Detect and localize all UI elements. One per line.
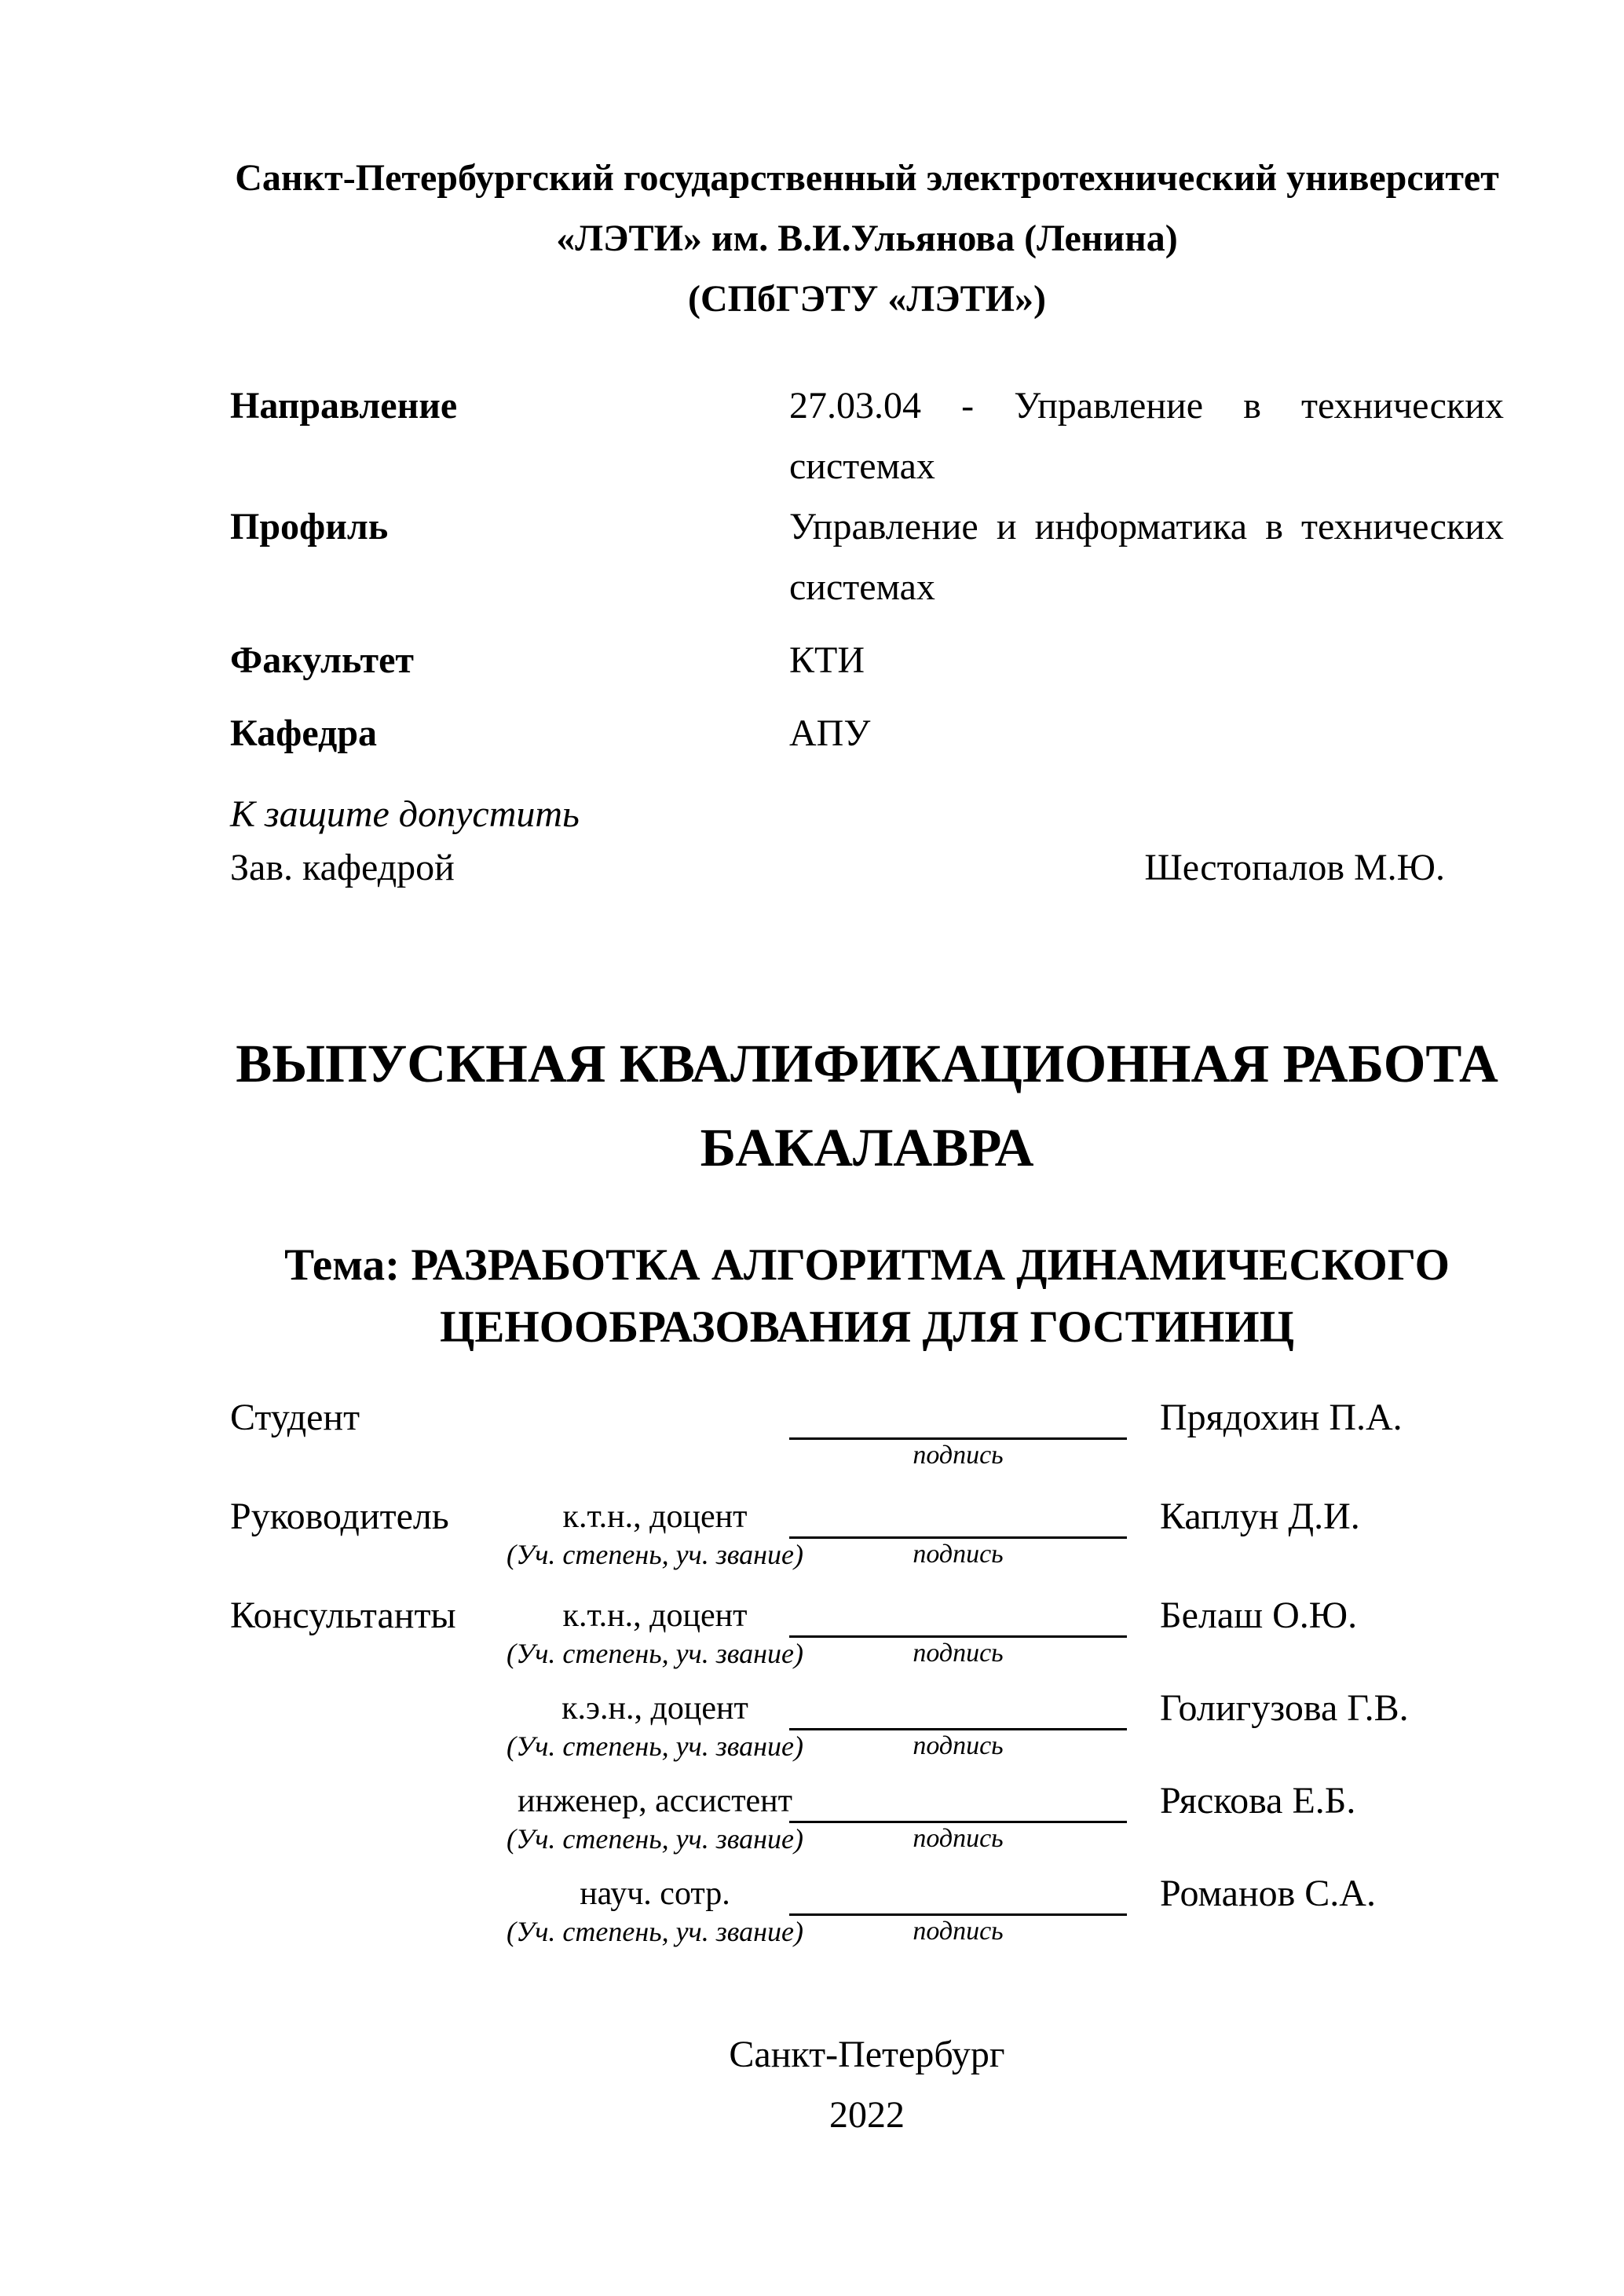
department-value: АПУ bbox=[789, 712, 871, 754]
student-name: Прядохин П.А. bbox=[1160, 1397, 1403, 1438]
degree-hint: (Уч. степень, уч. звание) bbox=[507, 1638, 803, 1669]
supervisor-rank bbox=[507, 1495, 803, 1570]
degree-hint: (Уч. степень, уч. звание) bbox=[507, 1539, 803, 1570]
consultant-3-name: Ряскова Е.Б. bbox=[1160, 1780, 1356, 1822]
field-row-profile bbox=[230, 496, 1504, 617]
supervisor-name: Каплун Д.И. bbox=[1160, 1496, 1360, 1537]
university-abbreviation: (СПбГЭТУ «ЛЭТИ») bbox=[688, 278, 1046, 320]
rank-text: к.т.н., доцент bbox=[562, 1598, 748, 1634]
rank-text: инженер, ассистент bbox=[517, 1783, 793, 1819]
theme-line2: ЦЕНООБРАЗОВАНИЯ ДЛЯ ГОСТИНИЦ bbox=[440, 1302, 1294, 1352]
admission-row bbox=[230, 846, 1504, 890]
signature-hint: подпись bbox=[913, 1441, 1004, 1470]
consultant-3-rank bbox=[507, 1779, 803, 1855]
university-name-line1: Санкт-Петербургский государственный электротехнический университет bbox=[235, 157, 1499, 199]
consultant-2-rank bbox=[507, 1686, 803, 1762]
head-of-department-label: Зав. кафедрой bbox=[230, 847, 455, 888]
consultant-2-name: Голигузова Г.В. bbox=[1160, 1687, 1409, 1729]
consultant-1-name: Белаш О.Ю. bbox=[1160, 1595, 1358, 1636]
head-of-department-name: Шестопалов М.Ю. bbox=[1144, 847, 1445, 888]
work-title bbox=[230, 1022, 1504, 1190]
university-name-line2: «ЛЭТИ» им. В.И.Ульянова (Ленина) bbox=[556, 218, 1178, 259]
rank-text: науч. сотр. bbox=[580, 1876, 730, 1912]
consultant-1-rank bbox=[507, 1594, 803, 1669]
rank-text: к.т.н., доцент bbox=[562, 1499, 748, 1535]
signature-row-consultant-4 bbox=[230, 1872, 1504, 1962]
faculty-label: Факультет bbox=[230, 639, 414, 681]
signature-row-consultant-2 bbox=[230, 1686, 1504, 1777]
work-title-line2: БАКАЛАВРА bbox=[700, 1118, 1034, 1177]
footer-year: 2022 bbox=[829, 2094, 905, 2136]
department-label: Кафедра bbox=[230, 712, 378, 754]
profile-label: Профиль bbox=[230, 506, 389, 547]
signature-row-consultant-3 bbox=[230, 1779, 1504, 1869]
consultants-role-label: Консультанты bbox=[230, 1595, 456, 1636]
program-fields bbox=[230, 375, 1504, 764]
consultant-4-name: Романов С.А. bbox=[1160, 1873, 1376, 1914]
direction-value: 27.03.04 - Управление в технических системах bbox=[789, 385, 1504, 487]
signature-hint: подпись bbox=[913, 1540, 1004, 1569]
profile-value: Управление и информатика в технических системах bbox=[789, 506, 1504, 608]
footer bbox=[230, 2024, 1504, 2145]
work-title-line1: ВЫПУСКНАЯ КВАЛИФИКАЦИОННАЯ РАБОТА bbox=[236, 1034, 1498, 1093]
supervisor-role-label: Руководитель bbox=[230, 1496, 449, 1537]
signature-hint: подпись bbox=[913, 1824, 1004, 1853]
signature-hint: подпись bbox=[913, 1639, 1004, 1668]
student-role-label: Студент bbox=[230, 1397, 360, 1438]
signature-row-student bbox=[230, 1396, 1504, 1486]
degree-hint: (Уч. степень, уч. звание) bbox=[507, 1916, 803, 1947]
field-row-direction bbox=[230, 375, 1504, 496]
rank-text: к.э.н., доцент bbox=[561, 1690, 748, 1727]
field-row-faculty bbox=[230, 630, 1504, 690]
theme-line1: Тема: РАЗРАБОТКА АЛГОРИТМА ДИНАМИЧЕСКОГО bbox=[284, 1240, 1450, 1290]
footer-city: Санкт-Петербург bbox=[729, 2034, 1005, 2075]
signature-row-supervisor bbox=[230, 1495, 1504, 1585]
degree-hint: (Уч. степень, уч. звание) bbox=[507, 1730, 803, 1762]
university-header bbox=[230, 148, 1504, 329]
degree-hint: (Уч. степень, уч. звание) bbox=[507, 1823, 803, 1855]
theme-title bbox=[230, 1234, 1504, 1358]
faculty-value: КТИ bbox=[789, 639, 865, 681]
signature-hint: подпись bbox=[913, 1731, 1004, 1760]
consultant-4-rank bbox=[507, 1872, 803, 1947]
signature-hint: подпись bbox=[913, 1917, 1004, 1946]
field-row-department bbox=[230, 703, 1504, 764]
admission-note: К защите допустить bbox=[230, 793, 580, 835]
direction-label: Направление bbox=[230, 385, 458, 427]
signature-row-consultant-1 bbox=[230, 1594, 1504, 1684]
